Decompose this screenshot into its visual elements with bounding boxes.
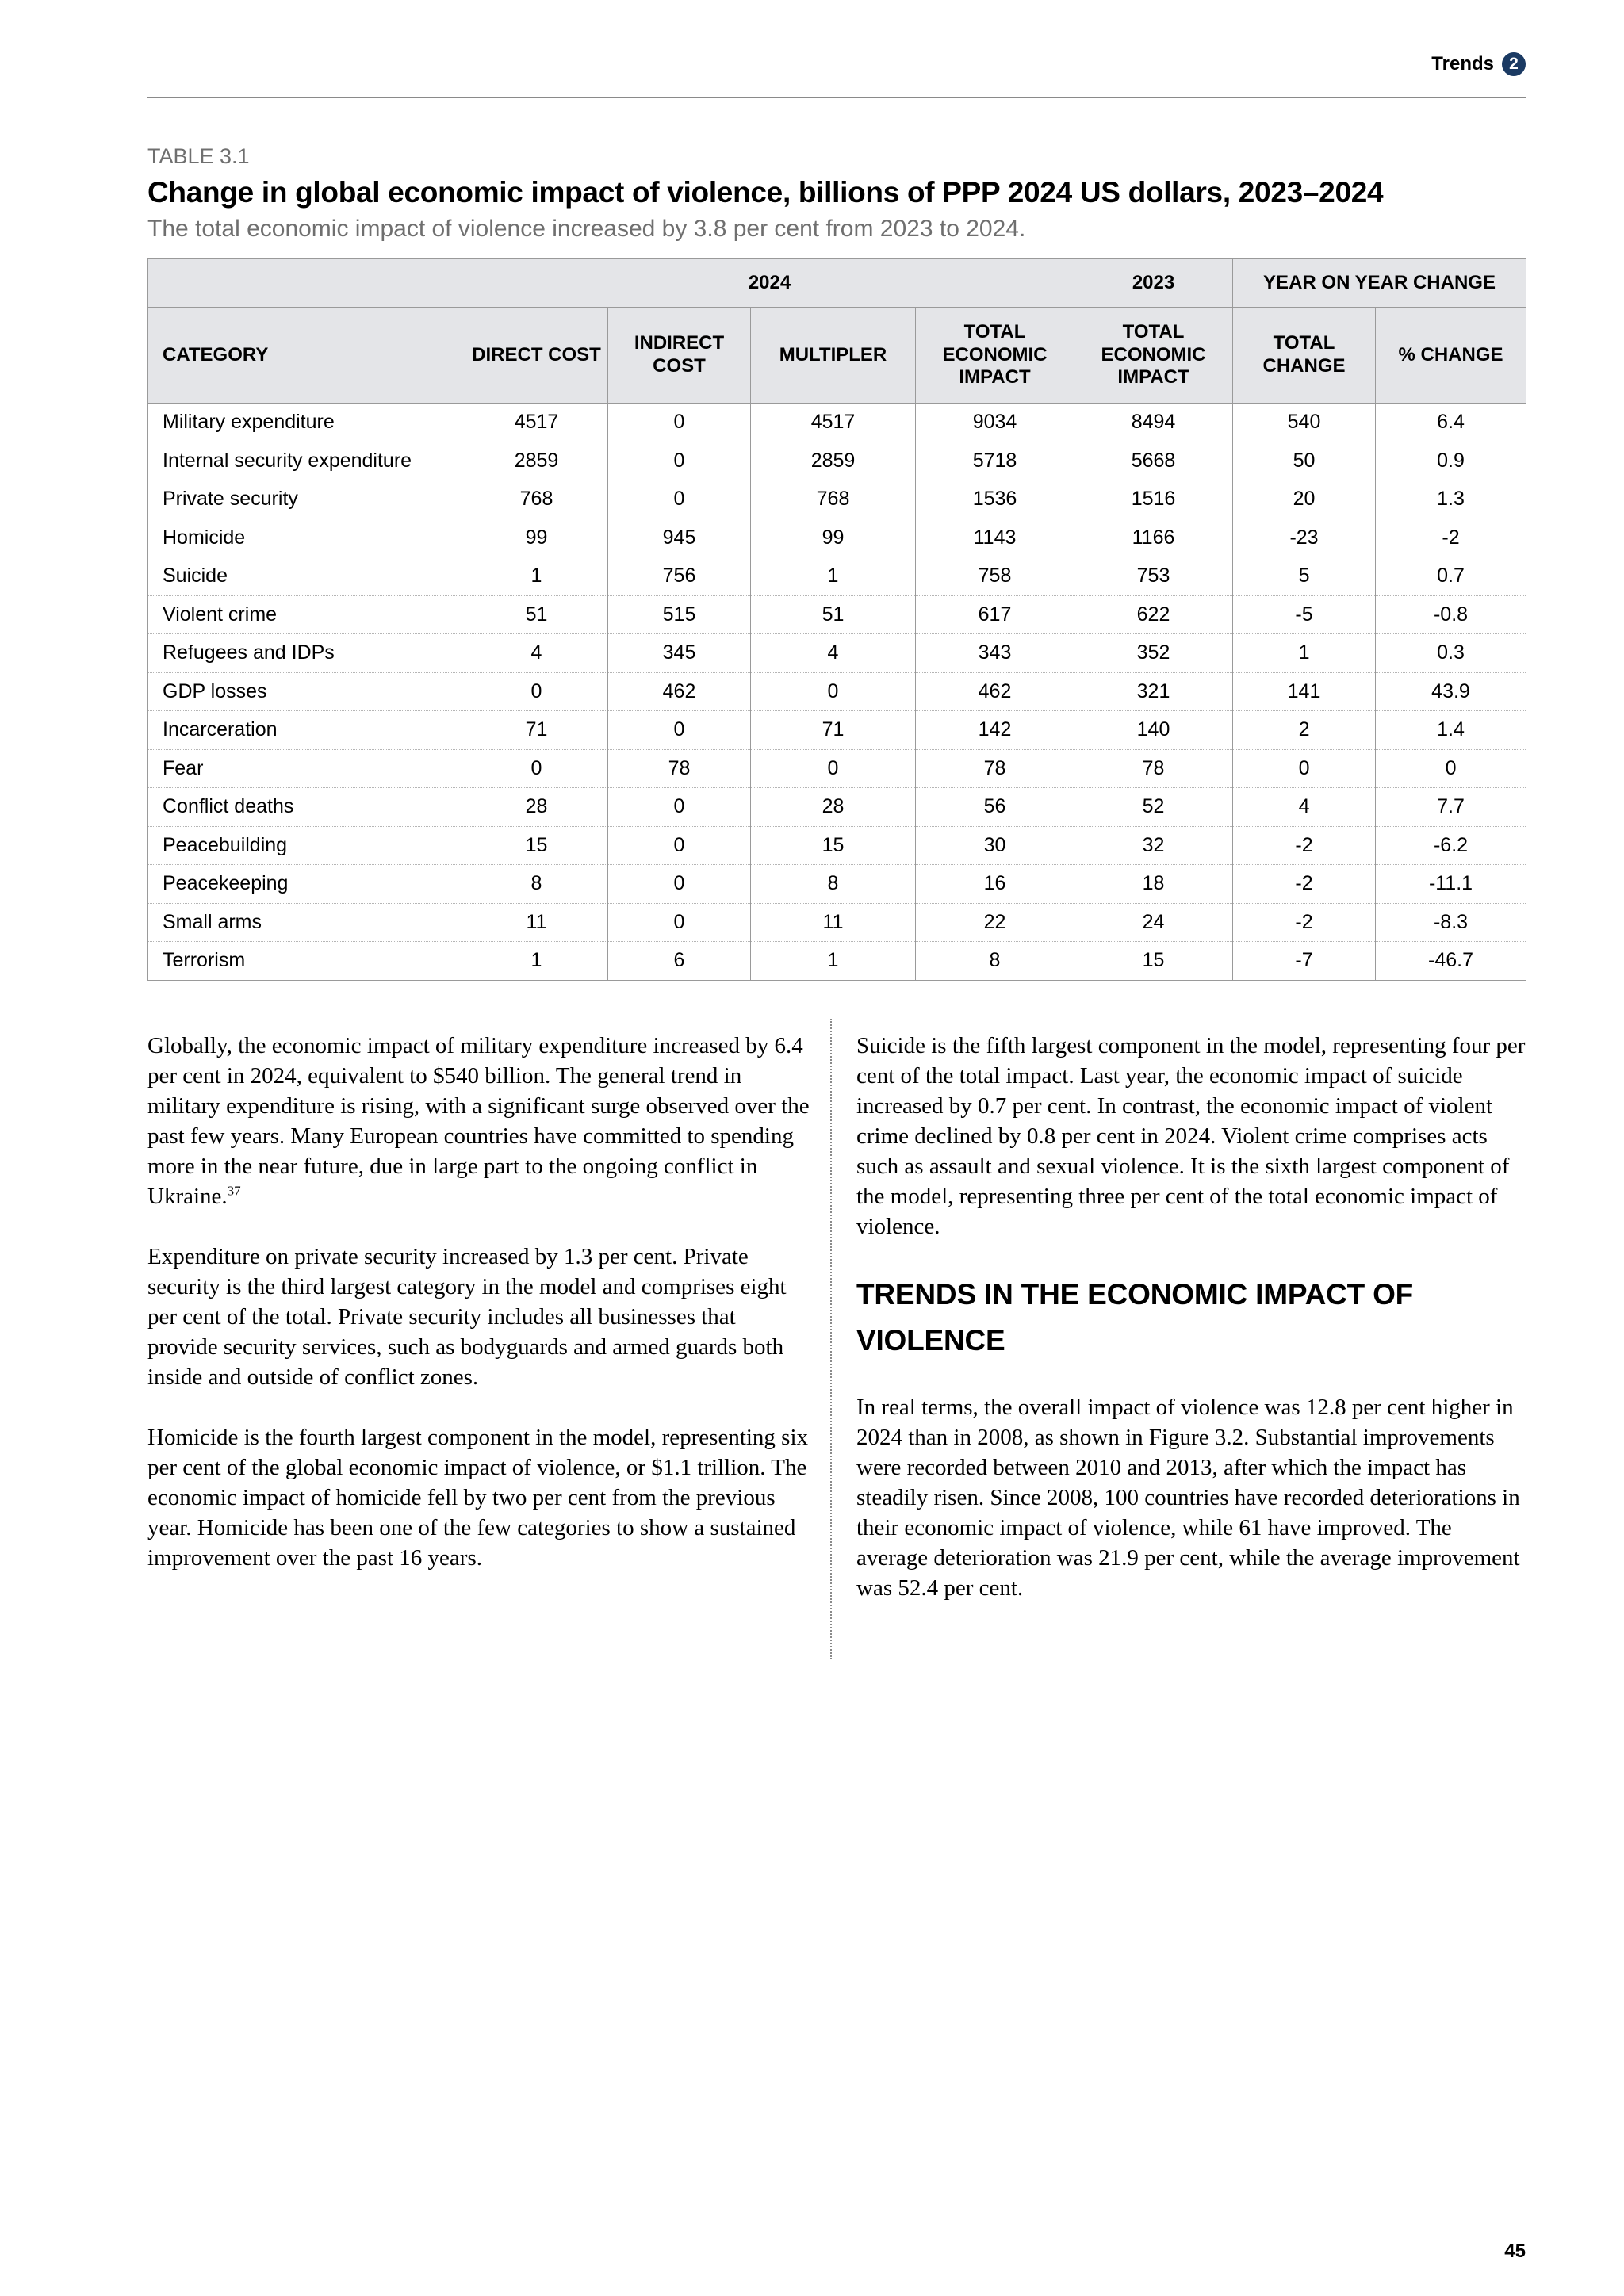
running-header [1431, 52, 1526, 76]
table-cell: 43.9 [1376, 672, 1526, 711]
table-subtitle: The total economic impact of violence increased by 3.8 per cent from 2023 to 2024. [147, 216, 1026, 242]
table-cell: 0 [751, 672, 916, 711]
table-row [148, 557, 1526, 596]
table-column-header-row [148, 308, 1526, 404]
section-heading: TRENDS IN THE ECONOMIC IMPACT OF VIOLENCE [856, 1278, 1414, 1357]
table-cell: 15 [465, 826, 608, 865]
table-row [148, 519, 1526, 557]
table-cell: 18 [1074, 865, 1233, 904]
table-cell: 71 [751, 711, 916, 750]
table-cell: 6 [608, 942, 751, 981]
paragraph-homicide: Homicide is the fourth largest component in the model, representing six per cent of the global economic impact of violence, or $1.1 trillion. The economic impact of homicide fell by two per cent from the previous year. Homicide has been one of the few categories to show a sustained improvement over the past 16 years. [147, 1425, 809, 1571]
column-header-direct-cost: DIRECT COST [465, 308, 608, 404]
table-cell: 4517 [751, 404, 916, 442]
table-cell: 0 [465, 749, 608, 788]
table-cell: 78 [916, 749, 1074, 788]
row-category-cell: Small arms [148, 903, 465, 942]
table-cell: 141 [1233, 672, 1376, 711]
table-cell: 5668 [1074, 442, 1233, 480]
table-cell: 758 [916, 557, 1074, 596]
table-cell: 11 [465, 903, 608, 942]
table-cell: 78 [608, 749, 751, 788]
paragraph-military-expenditure [147, 1031, 810, 1211]
table-cell: 2 [1233, 711, 1376, 750]
table-cell: 11 [751, 903, 916, 942]
paragraph-trends: In real terms, the overall impact of violence was 12.8 per cent higher in 2024 than in 2008, as shown in Figure 3.2. Substantial improvements were recorded between 2010 and 2013, after which the impact has steadily risen. Since 2008, 100 countries have recorded deteriorations in their economic impact of violence, while 61 have improved. The average deterioration was 21.9 per cent, while the average improvement was 52.4 per cent. [856, 1395, 1520, 1601]
table-cell: 99 [751, 519, 916, 557]
table-cell: 56 [916, 788, 1074, 827]
body-column-right [856, 1031, 1526, 1633]
table-cell: 0 [608, 788, 751, 827]
table-title: Change in global economic impact of violence, billions of PPP 2024 US dollars, 2023–2024 [147, 176, 1384, 209]
table-cell: 0 [608, 711, 751, 750]
table-cell: 0.7 [1376, 557, 1526, 596]
group-header-2024: 2024 [465, 259, 1074, 308]
table-cell: 343 [916, 634, 1074, 673]
table-cell: 768 [751, 480, 916, 519]
row-category-cell: Peacekeeping [148, 865, 465, 904]
table-cell: 0 [608, 865, 751, 904]
paragraph-suicide-violent-crime: Suicide is the fifth largest component in the model, representing four per cent of the total impact. Last year, the economic impact of suicide increased by 0.7 per cent. In contrast, the economic impact of violent crime declined by 0.8 per cent in 2024. Violent crime comprises acts such as assault and sexual violence. It is the sixth largest component of the model, representing three per cent of the total economic impact of violence. [856, 1033, 1526, 1239]
paragraph-text: Globally, the economic impact of military expenditure increased by 6.4 per cent in 2024, equivalent to $540 billion. The general trend in military expenditure is rising, with a significant surge observed over the past few years. Many European countries have committed to spending more in the near future, due in large part to the ongoing conflict in Ukraine. [147, 1033, 810, 1209]
table-cell: 1 [1233, 634, 1376, 673]
table-cell: 2859 [751, 442, 916, 480]
table-cell: 78 [1074, 749, 1233, 788]
row-category-cell: Violent crime [148, 595, 465, 634]
table-row [148, 442, 1526, 480]
table-cell: 8494 [1074, 404, 1233, 442]
table-cell: 540 [1233, 404, 1376, 442]
column-header-total-impact-2024: TOTAL ECONOMIC IMPACT [916, 308, 1074, 404]
table-cell: -8.3 [1376, 903, 1526, 942]
table-row [148, 749, 1526, 788]
economic-impact-table [147, 258, 1526, 981]
table-cell: 768 [465, 480, 608, 519]
table-row [148, 404, 1526, 442]
table-cell: -2 [1233, 903, 1376, 942]
row-category-cell: Private security [148, 480, 465, 519]
table-cell: -0.8 [1376, 595, 1526, 634]
table-cell: 1 [751, 942, 916, 981]
column-header-multiplier: MULTIPLER [751, 308, 916, 404]
page-number: 45 [1504, 2241, 1526, 2262]
table-cell: 4 [465, 634, 608, 673]
table-number: TABLE 3.1 [147, 144, 250, 168]
table-cell: 0 [1233, 749, 1376, 788]
group-header-2023: 2023 [1074, 259, 1233, 308]
row-category-cell: Fear [148, 749, 465, 788]
table-cell: 4 [751, 634, 916, 673]
table-cell: -2 [1233, 865, 1376, 904]
group-header-year-on-year: YEAR ON YEAR CHANGE [1233, 259, 1526, 308]
table-cell: 0 [751, 749, 916, 788]
row-category-cell: Internal security expenditure [148, 442, 465, 480]
table-cell: 140 [1074, 711, 1233, 750]
table-row [148, 595, 1526, 634]
table-cell: 5718 [916, 442, 1074, 480]
table-row [148, 634, 1526, 673]
table-row [148, 788, 1526, 827]
table-cell: 52 [1074, 788, 1233, 827]
table-cell: 352 [1074, 634, 1233, 673]
row-category-cell: Suicide [148, 557, 465, 596]
table-cell: 50 [1233, 442, 1376, 480]
row-category-cell: Military expenditure [148, 404, 465, 442]
table-group-header-row [148, 259, 1526, 308]
table-cell: 1516 [1074, 480, 1233, 519]
table-cell: 515 [608, 595, 751, 634]
table-cell: 24 [1074, 903, 1233, 942]
table-cell: 462 [916, 672, 1074, 711]
table-cell: 0 [608, 480, 751, 519]
table-cell: 1166 [1074, 519, 1233, 557]
table-cell: 8 [751, 865, 916, 904]
row-category-cell: Peacebuilding [148, 826, 465, 865]
table-cell: 32 [1074, 826, 1233, 865]
table-cell: 945 [608, 519, 751, 557]
table-cell: 1536 [916, 480, 1074, 519]
table-cell: 16 [916, 865, 1074, 904]
header-divider [147, 97, 1526, 98]
table-cell: -23 [1233, 519, 1376, 557]
table-cell: 51 [751, 595, 916, 634]
table-cell: 622 [1074, 595, 1233, 634]
table-cell: 8 [465, 865, 608, 904]
table-cell: 15 [751, 826, 916, 865]
table-row [148, 942, 1526, 981]
table-cell: 1.3 [1376, 480, 1526, 519]
table-cell: -6.2 [1376, 826, 1526, 865]
table-cell: -2 [1233, 826, 1376, 865]
table-cell: 0.9 [1376, 442, 1526, 480]
body-column-left [147, 1031, 810, 1603]
table-cell: 7.7 [1376, 788, 1526, 827]
table-cell: 4517 [465, 404, 608, 442]
table-cell: 30 [916, 826, 1074, 865]
table-cell: 6.4 [1376, 404, 1526, 442]
table-row [148, 672, 1526, 711]
table-cell: 462 [608, 672, 751, 711]
table-cell: 22 [916, 903, 1074, 942]
table-cell: 1.4 [1376, 711, 1526, 750]
section-number-badge: 2 [1502, 52, 1526, 76]
table-cell: 71 [465, 711, 608, 750]
table-cell: 99 [465, 519, 608, 557]
footnote-reference: 37 [227, 1183, 241, 1199]
table-cell: 321 [1074, 672, 1233, 711]
table-cell: 0 [1376, 749, 1526, 788]
table-cell: -7 [1233, 942, 1376, 981]
row-category-cell: Homicide [148, 519, 465, 557]
table-cell: 617 [916, 595, 1074, 634]
row-category-cell: GDP losses [148, 672, 465, 711]
column-divider [830, 1019, 832, 1659]
table-cell: -2 [1376, 519, 1526, 557]
table-row [148, 711, 1526, 750]
table-cell: 4 [1233, 788, 1376, 827]
table-cell: 1 [751, 557, 916, 596]
table-cell: 5 [1233, 557, 1376, 596]
table-cell: 0.3 [1376, 634, 1526, 673]
table-body [148, 404, 1526, 981]
table-cell: -5 [1233, 595, 1376, 634]
table-cell: 2859 [465, 442, 608, 480]
table-cell: 1143 [916, 519, 1074, 557]
table-cell: -11.1 [1376, 865, 1526, 904]
table-cell: 0 [465, 672, 608, 711]
table-cell: 0 [608, 442, 751, 480]
table-cell: 142 [916, 711, 1074, 750]
row-category-cell: Terrorism [148, 942, 465, 981]
table-cell: 8 [916, 942, 1074, 981]
table-cell: 1 [465, 557, 608, 596]
table-cell: 0 [608, 826, 751, 865]
group-header-empty [148, 259, 465, 308]
table-row [148, 865, 1526, 904]
table-cell: 28 [465, 788, 608, 827]
paragraph-private-security: Expenditure on private security increased by 1.3 per cent. Private security is the third largest category in the model and comprises eight per cent of the total. Private security includes all businesses that provide security services, such as bodyguards and armed guards both inside and outside of conflict zones. [147, 1244, 787, 1390]
column-header-total-change: TOTAL CHANGE [1233, 308, 1376, 404]
table-cell: 20 [1233, 480, 1376, 519]
column-header-indirect-cost: INDIRECT COST [608, 308, 751, 404]
column-header-percent-change: % CHANGE [1376, 308, 1526, 404]
running-header-title: Trends [1431, 53, 1494, 75]
table-row [148, 826, 1526, 865]
column-header-total-impact-2023: TOTAL ECONOMIC IMPACT [1074, 308, 1233, 404]
table-cell: 1 [465, 942, 608, 981]
table-cell: 0 [608, 404, 751, 442]
table-cell: 345 [608, 634, 751, 673]
table-row [148, 903, 1526, 942]
table-cell: 15 [1074, 942, 1233, 981]
table-cell: 28 [751, 788, 916, 827]
row-category-cell: Conflict deaths [148, 788, 465, 827]
table-cell: 753 [1074, 557, 1233, 596]
table-cell: -46.7 [1376, 942, 1526, 981]
table-cell: 51 [465, 595, 608, 634]
table-cell: 756 [608, 557, 751, 596]
table-cell: 0 [608, 903, 751, 942]
table-row [148, 480, 1526, 519]
table-cell: 9034 [916, 404, 1074, 442]
column-header-category: CATEGORY [148, 308, 465, 404]
row-category-cell: Incarceration [148, 711, 465, 750]
row-category-cell: Refugees and IDPs [148, 634, 465, 673]
